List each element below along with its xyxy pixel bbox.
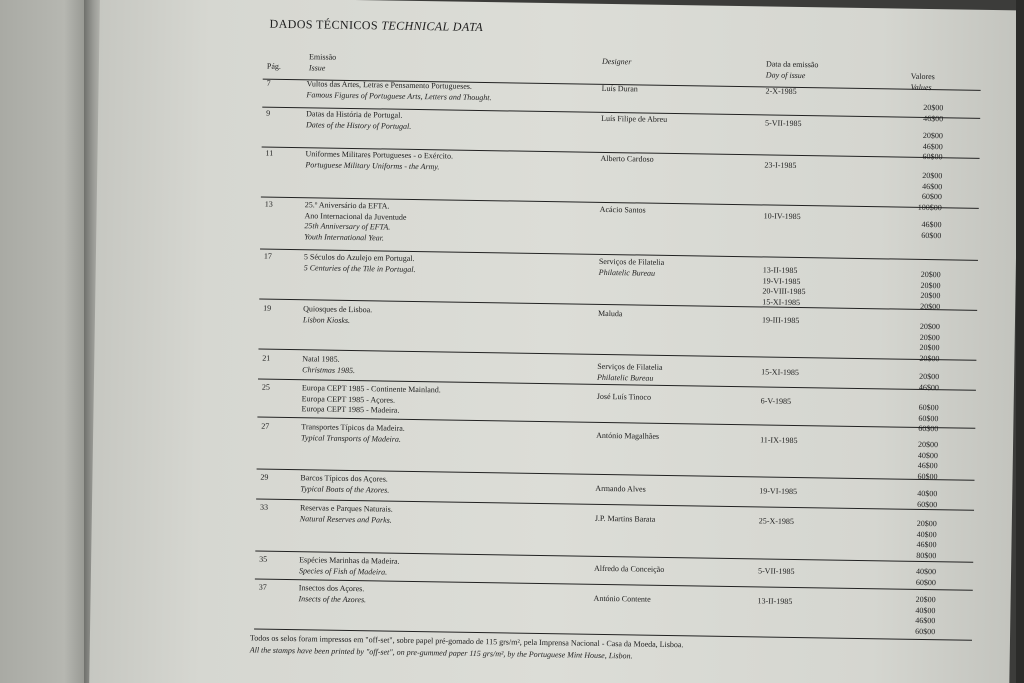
designer-line: J.P. Martins Barata xyxy=(594,513,656,524)
date-line: 23-I-1985 xyxy=(764,160,797,170)
value-line: 46$00 xyxy=(917,460,938,471)
footer-en: All the stamps have been printed by "off-set", on pre-gummed paper 115 grs/m², by the Portuguese Mint House, Lisbon. xyxy=(249,645,633,661)
issue-cell xyxy=(303,304,583,329)
date-line: 13-II-1985 xyxy=(762,265,798,275)
issue-cell xyxy=(306,79,586,104)
issue-line: Datas da História de Portugal. xyxy=(306,109,403,120)
issue-cell xyxy=(301,422,581,447)
date-cell xyxy=(761,390,861,408)
designer-line: Philatelic Bureau xyxy=(597,372,654,383)
date-line: 15-XI-1985 xyxy=(762,296,801,307)
value-line: 20$00 xyxy=(920,290,941,301)
page-number: 27 xyxy=(261,421,270,431)
value-line: 20$00 xyxy=(916,518,937,529)
issue-line: Europa CEPT 1985 - Madeira. xyxy=(301,404,400,415)
issue-line: Espécies Marinhas da Madeira. xyxy=(299,555,400,566)
value-line: 46$00 xyxy=(923,113,944,123)
issue-line: Typical Transports of Madeira. xyxy=(301,432,402,444)
designer-cell xyxy=(597,388,757,405)
col-header-designer: Designer xyxy=(601,56,632,67)
date-line: 5-VII-1985 xyxy=(757,566,795,576)
date-cell xyxy=(764,156,864,172)
issue-line: Ano Internacional da Juventude xyxy=(304,210,407,222)
designer-line: António Magalhães xyxy=(596,430,660,441)
designer-line: Serviços de Filatelia xyxy=(598,256,665,267)
right-page-edge xyxy=(1016,0,1024,683)
designer-line: Acácio Santos xyxy=(599,204,646,215)
designer-cell xyxy=(595,508,755,527)
value-line: 20$00 xyxy=(920,301,941,311)
date-line: 15-XI-1985 xyxy=(761,367,800,378)
value-line: 40$00 xyxy=(915,605,936,615)
issue-line: Europa CEPT 1985 - Continente Mainland. xyxy=(301,383,441,395)
value-line: 60$00 xyxy=(921,191,943,202)
values-cell xyxy=(902,159,943,214)
date-line: 5-VII-1985 xyxy=(765,118,802,129)
issue-line: Reservas e Parques Naturais. xyxy=(299,503,393,514)
designer-cell xyxy=(600,154,760,167)
issue-line: Insectos dos Açores. xyxy=(298,583,365,594)
issue-line: Christmas 1985. xyxy=(302,364,356,375)
table-row xyxy=(97,197,1017,242)
date-cell xyxy=(758,562,858,578)
value-line: 46$00 xyxy=(922,141,943,151)
designer-cell xyxy=(600,205,760,218)
date-line: 6-V-1985 xyxy=(760,396,792,406)
value-line: 40$00 xyxy=(917,488,938,499)
date-cell xyxy=(757,590,857,608)
designer-line: Alfredo da Conceição xyxy=(594,563,665,574)
value-line: 46$00 xyxy=(915,615,936,626)
value-line: 20$00 xyxy=(919,321,940,332)
issue-line: Portuguese Military Uniforms - the Army. xyxy=(305,159,440,171)
page-number: 33 xyxy=(259,502,269,512)
issue-line: 5 Séculos do Azulejo em Portugal. xyxy=(303,252,415,263)
document-page xyxy=(89,0,1020,683)
values-cell xyxy=(901,210,941,242)
value-line: 40$00 xyxy=(915,566,937,577)
designer-cell xyxy=(594,588,754,607)
issue-line: Dates of the History of Portugal. xyxy=(305,119,412,131)
value-line: 20$00 xyxy=(923,102,944,113)
value-line: 60$00 xyxy=(922,151,943,162)
col-header-date xyxy=(766,58,819,81)
values-cell xyxy=(896,513,937,562)
heading-pt: DADOS TÉCNICOS xyxy=(269,16,379,33)
values-cell xyxy=(898,393,939,435)
page-number: 19 xyxy=(263,303,272,313)
table-row xyxy=(91,580,1011,636)
page-number: 25 xyxy=(261,382,270,392)
designer-line: Serviços de Filatelia xyxy=(597,361,663,372)
designer-cell xyxy=(595,478,755,497)
heading-en: TECHNICAL DATA xyxy=(381,18,484,35)
value-line: 100$00 xyxy=(917,202,942,212)
col-header-date-pt: Data da emissão xyxy=(765,59,819,70)
value-line: 60$00 xyxy=(915,577,936,587)
col-header-pag: Pág. xyxy=(266,61,281,71)
values-cell xyxy=(897,483,937,511)
col-header-date-en: Day of issue xyxy=(765,70,806,81)
date-cell xyxy=(760,429,860,447)
issue-cell xyxy=(301,383,581,419)
issue-line: 25.º Aniversário da EFTA. xyxy=(304,200,390,211)
issue-cell xyxy=(300,503,580,528)
designer-cell xyxy=(599,257,759,281)
value-line: 40$00 xyxy=(916,529,937,539)
issue-line: Lisbon Kiosks. xyxy=(302,314,351,325)
issue-line: Species of Fish of Madeira. xyxy=(298,565,388,577)
value-line: 60$00 xyxy=(917,471,938,481)
designer-cell xyxy=(597,359,757,386)
page-number: 17 xyxy=(263,251,273,261)
designer-line: Philatelic Bureau xyxy=(598,267,656,278)
left-page-edge xyxy=(0,0,92,683)
date-line: 2-X-1985 xyxy=(765,86,797,96)
issue-cell xyxy=(300,473,580,498)
designer-line: Maluda xyxy=(598,308,623,319)
col-header-values-pt: Valores xyxy=(910,71,935,82)
value-line: 46$00 xyxy=(922,181,943,191)
issue-line: Youth International Year. xyxy=(304,231,384,242)
value-line: 20$00 xyxy=(922,170,943,181)
date-line: 19-VI-1985 xyxy=(762,275,801,286)
issue-line: Quiosques de Lisboa. xyxy=(303,304,373,315)
designer-cell xyxy=(594,560,754,577)
issue-line: Uniformes Militares Portugueses - o Exército. xyxy=(305,149,454,161)
date-cell xyxy=(759,480,859,498)
date-line: 11-IX-1985 xyxy=(760,435,798,446)
issue-line: Insects of the Azores. xyxy=(298,593,367,604)
value-line: 60$00 xyxy=(921,230,942,240)
page-number: 29 xyxy=(260,472,269,482)
issue-line: 5 Centuries of the Tile in Portugal. xyxy=(303,262,416,274)
issue-line: Vultos das Artes, Letras e Pensamento Portugueses. xyxy=(306,79,472,91)
designer-line: Luís Filipe de Abreu xyxy=(601,113,668,124)
page-number: 13 xyxy=(264,199,273,209)
designer-line: José Luís Tinoco xyxy=(596,391,652,402)
value-line: 46$00 xyxy=(916,539,937,550)
date-cell xyxy=(762,259,863,309)
value-line: 20$00 xyxy=(922,130,943,141)
issue-cell xyxy=(304,252,584,277)
date-line: 25-X-1985 xyxy=(758,516,795,526)
value-line: 60$00 xyxy=(918,402,939,413)
issue-cell xyxy=(302,354,582,379)
values-cell xyxy=(895,593,936,638)
issue-cell xyxy=(306,109,586,134)
issue-line: Natural Reserves and Parks. xyxy=(299,513,392,525)
value-line: 46$00 xyxy=(921,219,942,230)
col-header-issue xyxy=(309,51,336,73)
value-line: 46$00 xyxy=(918,382,940,392)
date-cell xyxy=(759,510,859,528)
designer-cell xyxy=(596,427,756,444)
issue-line: Typical Boats of the Azores. xyxy=(300,483,390,495)
value-line: 80$00 xyxy=(916,550,937,560)
designer-line: Armando Alves xyxy=(595,483,646,494)
issue-line: 25th Anniversary of EFTA. xyxy=(304,221,391,232)
value-line: 20$00 xyxy=(920,269,941,280)
value-line: 20$00 xyxy=(919,342,940,353)
page-number: 21 xyxy=(262,353,271,363)
issue-line: Transportes Típicos da Madeira. xyxy=(301,422,405,433)
col-header-values-en: Values xyxy=(910,82,932,93)
value-line: 20$00 xyxy=(920,280,941,290)
values-cell xyxy=(896,565,936,589)
value-line: 40$00 xyxy=(917,450,938,460)
date-line: 13-II-1985 xyxy=(757,596,793,606)
designer-cell xyxy=(601,114,761,127)
date-cell xyxy=(762,311,862,327)
designer-line: Alberto Cardoso xyxy=(600,153,654,164)
issue-cell xyxy=(304,200,585,246)
value-line: 20$00 xyxy=(915,594,936,605)
footer-pt: Todos os selos foram impressos em "off-set", sobre papel pré-gomado de 115 grs/m², pela Imprensa Nacional - Casa da Moeda, Lisboa. xyxy=(249,633,684,650)
issue-line: Famous Figures of Portuguese Arts, Letters and Thought. xyxy=(306,89,492,102)
values-cell xyxy=(900,262,941,313)
issue-cell xyxy=(305,149,585,174)
value-line: 60$00 xyxy=(918,423,939,434)
value-line: 20$00 xyxy=(917,439,939,450)
date-line: 19-III-1985 xyxy=(761,315,800,326)
date-line: 10-IV-1985 xyxy=(763,211,801,222)
page-number: 11 xyxy=(265,148,274,158)
col-header-issue-en: Issue xyxy=(308,63,326,73)
value-line: 20$00 xyxy=(919,353,940,363)
issue-line: Barcos Típicos dos Açores. xyxy=(300,473,388,484)
issue-line: Europa CEPT 1985 - Açores. xyxy=(301,393,396,405)
value-line: 60$00 xyxy=(915,626,936,636)
date-cell xyxy=(764,207,864,223)
page-number: 37 xyxy=(258,582,267,592)
designer-cell xyxy=(598,309,758,322)
values-cell xyxy=(899,314,940,365)
date-line: 20-VIII-1985 xyxy=(762,286,806,297)
value-line: 20$00 xyxy=(919,332,940,342)
value-line: 60$00 xyxy=(918,413,939,423)
value-line: 60$00 xyxy=(917,499,938,509)
date-line: 19-VI-1985 xyxy=(759,486,798,497)
date-cell xyxy=(761,361,861,379)
value-line: 20$00 xyxy=(919,371,940,382)
issue-cell xyxy=(299,555,579,580)
designer-line: António Contente xyxy=(593,593,651,604)
designer-cell xyxy=(602,84,762,97)
page-heading xyxy=(269,17,483,35)
designer-line: Luís Duran xyxy=(601,83,638,94)
issue-cell xyxy=(298,583,578,608)
page-number: 35 xyxy=(259,554,268,564)
date-cell xyxy=(765,116,865,130)
values-cell xyxy=(897,432,938,483)
date-cell xyxy=(765,86,865,98)
issue-line: Natal 1985. xyxy=(302,354,340,364)
col-header-issue-pt: Emissão xyxy=(309,52,337,62)
page-number: 9 xyxy=(266,108,271,118)
page-number: 7 xyxy=(266,78,271,88)
